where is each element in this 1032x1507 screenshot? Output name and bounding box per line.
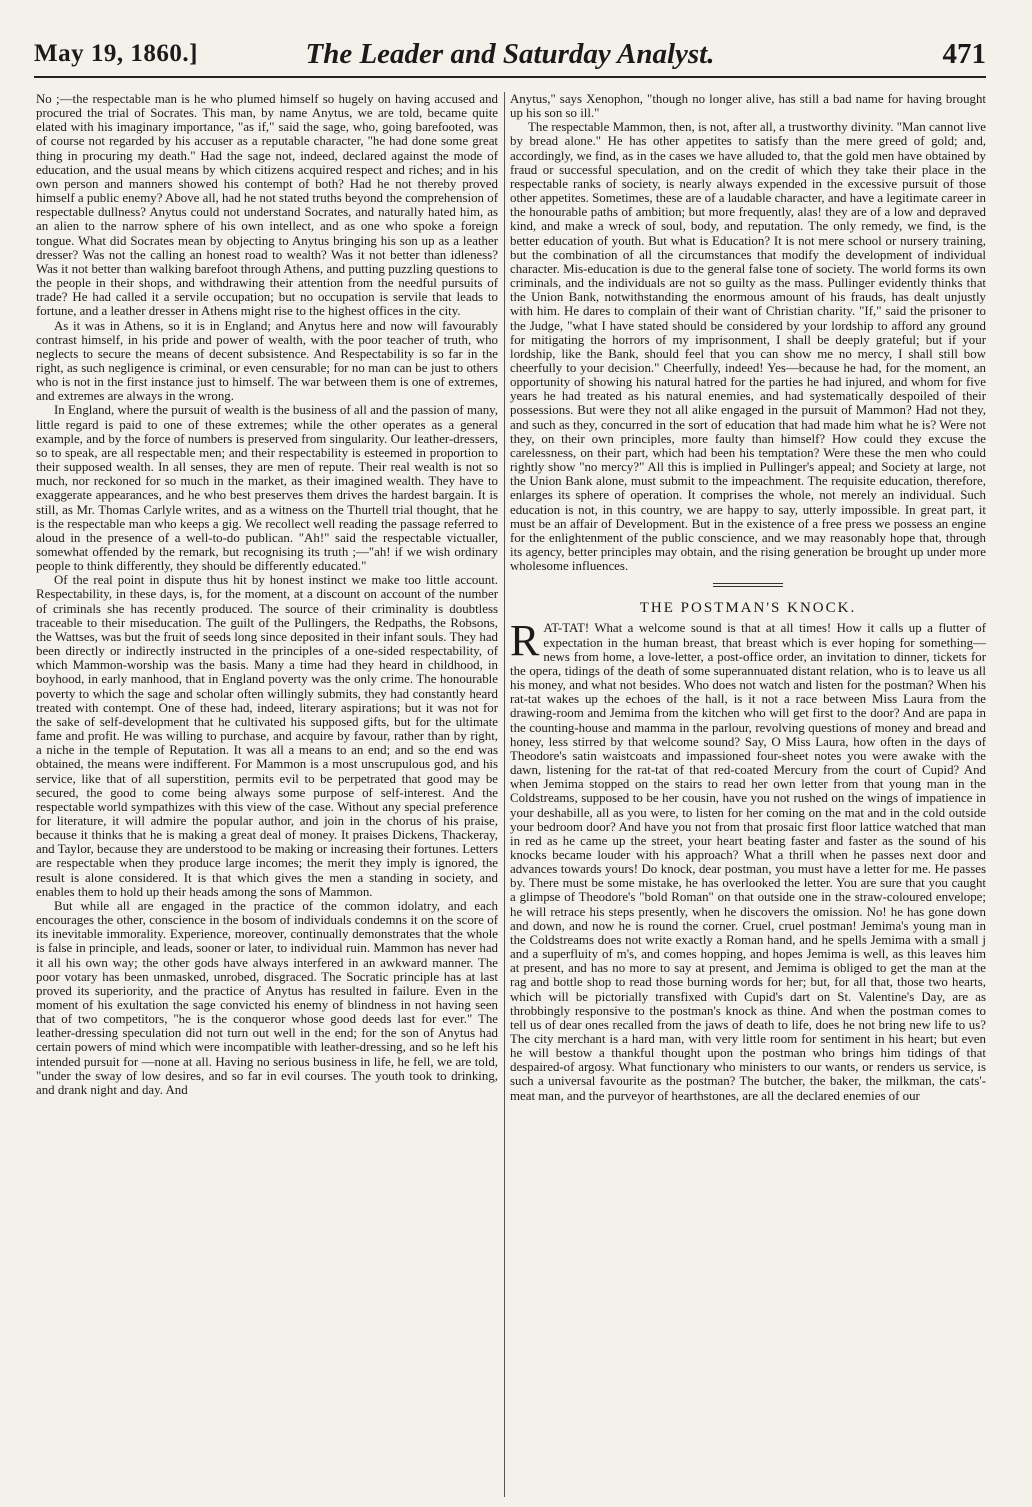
article-paragraph: [510, 616, 986, 1103]
page-number: 471: [942, 38, 986, 70]
right-column: [510, 92, 986, 1497]
paragraph: The respectable Mammon, then, is not, after all, a trustworthy divinity. "Man cannot live by bread alone." He has other appetites to satisfy than the mere greed of gold; and, accordingly, we find, as in the cases we have alluded to, that the gold men have obtained by fraud or successful speculation, and on the credit of which they take their place in the respectable ranks of society, is nearly always expended in the excessive pursuit of those other appetites. Sometimes, these are of a laudable character, and have a legitimate career in the honourable paths of ambition; but more frequently, alas! they are of a low and depraved kind, and make a wreck of soul, body, and reputation. The only remedy, we find, is the better education of youth. But what is Education? It is not mere school or nursery training, but the combination of all the circumstances that modify the development of individual character. Mis-education is due to the general false tone of society. The world forms its own criminals, and the individuals are not so guilty as the mass. Pullinger evidently thinks that the Union Bank, notwithstanding the enormous amount of his frauds, has dealt unjustly with him. He dares to complain of their want of Christian charity. "If," said the prisoner to the Judge, "what I have stated should be considered by your lordship to afford any ground for mitigating the horrors of my imprisonment, I shall be deeply grateful; but if your lordship, like the Bank, should feel that you can show me no mercy, I shall still bow cheerfully to your decision." Cheerfully, indeed! Yes—because he had, for the moment, an opportunity of showing his natural hatred for the parties he had injured, and whom for five years he had treated as his natural enemies, and had systematically despoiled of their possessions. But were they not all alike engaged in the pursuit of Mammon? Had not they, and such as they, concurred in the sort of education that had made him what he is? Were not they, on their own principles, more faulty than himself? How could they excuse the carelessness, on their part, which had been his temptation? Were these the men who could rightly show "no mercy?" All this is implied in Pullinger's appeal; and Society at large, not the Union Bank alone, must submit to the impeachment. The requisite education, therefore, enlarges its sphere of operation. It comprises the whole, not merely an individual. Such education is not, in this country, we are happy to say, utterly impossible. In great part, it must be an affair of Development. But in the existence of a free press we possess an engine for the enlightenment of the public conscience, and we may reasonably hope that, through its agency, better principles may obtain, and the rising generation be brought up under more wholesome influences.: [510, 120, 986, 574]
section-separator: [713, 583, 783, 587]
paragraph: As it was in Athens, so it is in England; and Anytus here and now will favourably contrast himself, in his pride and power of wealth, with the poor teacher of truth, who neglects to secure the means of decent subsistence. And Respectability is so far in the right, as such negligence is criminal, or even censurable; for no man can be just to others who is not in the first instance just to himself. The war between them is one of extremes, and extremes are always in the wrong.: [36, 318, 498, 404]
article-title: THE POSTMAN'S KNOCK.: [639, 600, 857, 617]
paragraph: No ;—the respectable man is he who plumed himself so hugely on having accused and procured the trial of Socrates. This man, by name Anytus, we are told, became quite elated with his imaginary importance, "as if," said the sage, who, going barefooted, was of course not regarded by his accuser as a reputable character, "he had done some great thing in procuring my death." Had the sage not, indeed, declared against the mode of education, and the usual means by which citizens acquired respect and riches; and in his own person and manners showed his contempt of both? Had he not thereby proved himself a public enemy? Above all, had he not stated truths beyond the comprehension of respectable dullness? Anytus could not understand Socrates, and naturally hated him, as an alien to the narrow sphere of his own intellect, and as one who spoke a foreign tongue. What did Socrates mean by objecting to Anytus bringing his son up as a leather dresser? Was not the calling an honest road to wealth? Was it not better than idleness? Was it not better than walking barefoot through Athens, and putting puzzling questions to the people in their shops, and withdrawing their attention from the needful pursuits of trade? He had called it a servile occupation; but no occupation is servile that leads to fortune, and a leather dresser in Athens might rise to the highest offices in the city.: [36, 92, 498, 319]
paragraph: In England, where the pursuit of wealth is the business of all and the passion of many, little regard is paid to one of these extremes; while the other operates as a general example, and by the force of numbers is preserved from singularity. Our leather-dressers, so to speak, are all respectable men; and their respectability is esteemed in proportion to their supposed wealth. In all senses, they are men of repute. Their real wealth is not so much, nor reckoned for so much in the market, as their imagined wealth. They have to exaggerate appearances, and he who best preserves them drives the hardest bargain. It is still, as Mr. Thomas Carlyle writes, and as a witness on the Thurtell trial thought, that he is the respectable man who keeps a gig. We recollect well reading the passage referred to aloud in the presence of a well-to-do publican. "Ah!" said the respectable victualler, somewhat offended by the remark, but recognising its truth ;—"ah! if we wish ordinary people to think differently, they should be differently educated.": [36, 403, 498, 574]
publication-title: The Leader and Saturday Analyst.: [305, 38, 715, 70]
column-rule: [504, 92, 505, 1497]
left-column: [36, 92, 498, 1497]
paragraph: But while all are engaged in the practice of the common idolatry, and each encourages the other, conscience in the bosom of individuals condemns it on the score of its inevitable immorality. Experience, moreover, continually demonstrates that the whole is false in principle, and leads, sooner or later, to individual ruin. Mammon has never had it all his own way; the other gods have always interfered in an awkward manner. The poor votary has been unmasked, unrobed, disgraced. The Socratic principle has at last proved its superiority, and the practice of Anytus has resulted in failure. Even in the moment of his exultation the sage convicted his enemy of blindness in not having seen that of two competitors, "he is the conqueror whose good deeds last for ever." The leather-dressing speculation did not turn out well in the end; for the son of Anytus had certain powers of mind which were incompatible with leather-dressing, and so he left his intended pursuit for —none at all. Having no serious business in life, he fell, we are told, "under the sway of low desires, and so far in evil courses. The youth took to drinking, and drank night and day. And: [36, 898, 498, 1097]
drop-cap: R: [510, 616, 540, 666]
masthead: [34, 36, 986, 78]
issue-date: May 19, 1860.]: [34, 40, 198, 67]
paragraph: Anytus," says Xenophon, "though no longer alive, has still a bad name for having brought up his son so ill.": [510, 92, 986, 121]
article-text: AT-TAT! What a welcome sound is that at all times! How it calls up a flutter of expectation in the human breast, that breast which is ever hoping for something—news from home, a love-letter, a post-office order, an invitation to dinner, tickets for the opera, tidings of the death of some superannuated distant relation, who is to leave us all his money, and what not besides. Who does not watch and listen for the postman? When his rat-tat wakes up the echoes of the hall, is it not a race between Miss Laura from the drawing-room and Jemima from the kitchen who will get first to the door? And are papa in the counting-house and mamma in the parlour, revolving questions of money and bread and honey, less stirred by that welcome sound? Say, O Miss Laura, how often in the days of Theodore's satin waistcoats and impassioned four-sheet notes you were awake with the dawn, listening for the rat-tat of that red-coated Mercury from the court of Cupid? And when Jemima stopped on the stairs to read her own letter from that young man in the Coldstreams, supposed to be her cousin, have you not rushed on the wings of impatience in your deshabille, all as you were, to listen for her coming on the mat and in the cold outside your bedroom door? And have you not from that prosaic first floor lattice watched that man in red as he came up the street, your heart beating faster and faster as the sound of his knocks became louder with his approach? What a thrill when he passes next door and advances towards yours! Do knock, dear postman, you must have a letter for me. He passes by. There must be some mistake, he has overlooked the letter. You are sure that you caught a glimpse of Theodore's "bold Roman" on that outside one in the straw-coloured envelope; he will retrace his steps presently, when he discovers the omission. No! he has gone down and down, and now he is round the corner. Cruel, cruel postman! Jemima's young man in the Coldstreams does not write exactly a Roman hand, and he spells Jemima with a small j and a superfluity of m's, and comes hopping, and hopes Jemima is well, as this leaves him at present, and has no more to say at present, and Jemima is obliged to get the man at the rag and bottle shop to read those burning words for her; but, for all that, those two hearts, which will be pictorially transfixed with Cupid's dart on St. Valentine's Day, are as throbbingly responsive to the postman's knock as thine. And when the postman comes to tell us of dear ones recalled from the jaws of death to life, does he not bring new life to us? The city merchant is a hard man, with very little room for sentiment in his heart; but even he will bestow a thankful thought upon the postman who brings him tidings of that despaired-of argosy. What functionary who ministers to our wants, or renders us service, is such a universal favourite as the postman? The butcher, the baker, the milkman, the cats'-meat man, and the purveyor of hearthstones, are all the declared enemies of our: [510, 621, 986, 1103]
paragraph: Of the real point in dispute thus hit by honest instinct we make too little account. Respectability, in these days, is, for the moment, at a discount on account of the number of criminals she has recently produced. The source of their criminality is doubtless traceable to their miseducation. The guilt of the Pullingers, the Redpaths, the Robsons, the Wattses, was but the fruit of seeds long since deposited in their infant souls. They had been directly or indirectly instructed in the principles of a one-sided respectability, of which Mammon-worship was the basis. Many a time had they heard in childhood, in boyhood, in early manhood, that in England poverty was the only crime. The honourable poverty to which the sage and scholar often willingly submits, they had constantly heard treated with contempt. One of these had, indeed, literary aspirations; but it was not for the sake of self-development that he cultivated his supposed gifts, but for the ultimate fame and profit. He was willing to purchase, and acquire by favour, rather than by right, a niche in the temple of Reputation. It was all a means to an end; and so the end was obtained, the means were indifferent. For Mammon is a most unscrupulous god, and his service, like that of all superstition, permits evil to be perpetrated that good may be secured, the good to come being always some purpose of self-interest. And the respectable world sympathizes with this view of the case. Without any special preference for literature, it will admire the popular author, and join in the chorus of his praise, because it thinks that he is making a great deal of money. It praises Dickens, Thackeray, and Taylor, because they are understood to be making or increasing their fortunes. Letters are respectable when they produce large incomes; the merit they imply is ignored, the result is alone considered. It is that which gives the men a standing in society, and enables them to hold up their heads among the sons of Mammon.: [36, 573, 498, 899]
